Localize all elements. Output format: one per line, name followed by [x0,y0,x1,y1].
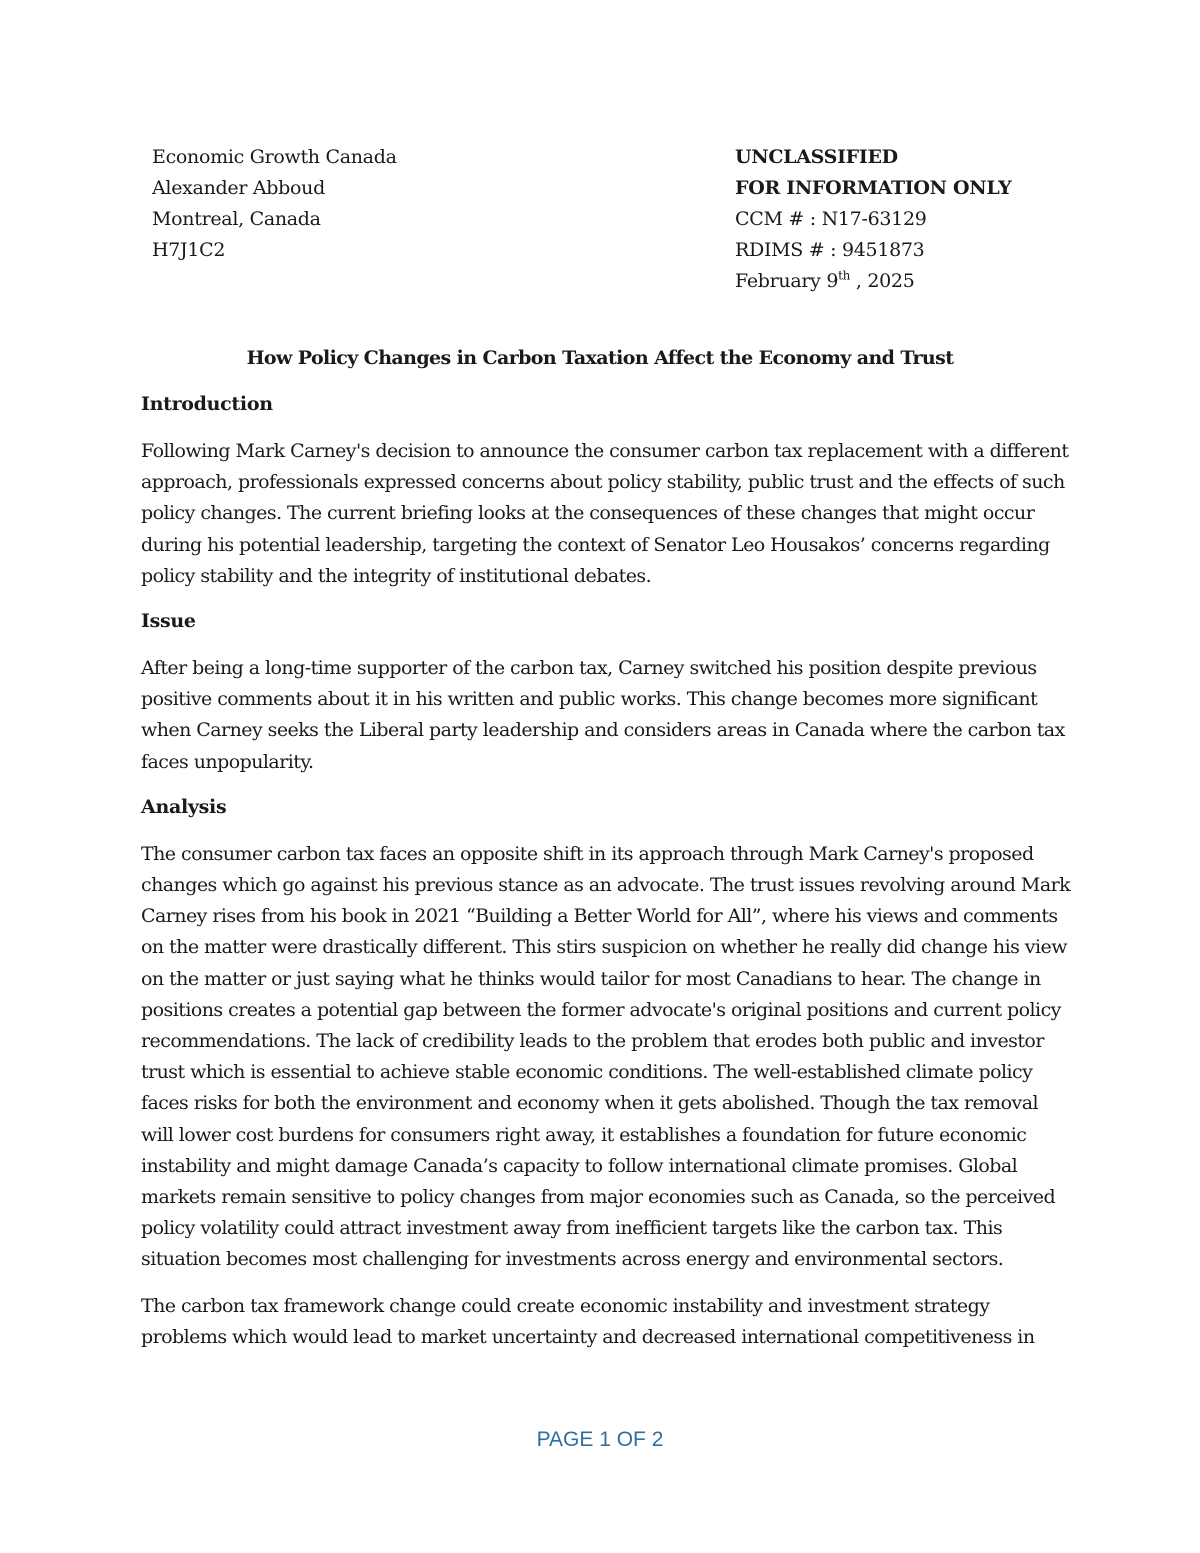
author-name: Alexander Abboud [152,177,325,199]
classification-label: UNCLASSIFIED [735,146,898,168]
document-title: How Policy Changes in Carbon Taxation Affect the Economy and Trust [246,347,954,369]
document-body [141,390,1071,1368]
rdims-number: RDIMS # : 9451873 [735,239,925,261]
document-date [735,266,1011,297]
introduction-paragraph: Following Mark Carney's decision to announce the consumer carbon tax replacement with a different approach, professionals expressed concerns about policy stability, public trust and the effects of such policy changes. The current briefing looks at the consequences of these changes that might occur during his potential leadership, targeting the context of Senator Leo Housakos’ concerns regarding policy stability and the integrity of institutional debates. [141,440,1069,587]
date-ordinal: th [838,268,851,283]
section-heading-introduction: Introduction [141,393,273,415]
postal-code: H7J1C2 [152,239,226,261]
distribution-label: FOR INFORMATION ONLY [735,177,1012,199]
city-country: Montreal, Canada [152,208,321,230]
document-metadata-block [735,142,1011,297]
section-heading-analysis: Analysis [141,795,227,818]
analysis-paragraph-2: The carbon tax framework change could create economic instability and investment strategy problems which would lead to market uncertainty and decreased international competitiveness in [141,1294,1035,1348]
analysis-paragraph-1: The consumer carbon tax faces an opposite shift in its approach through Mark Carney's proposed changes which go against his previous stance as an advocate. The trust issues revolving around Mark Carney rises from his book in 2021 “Building a Better World for All”, where his views and comments on the matter were drastically different. This stirs suspicion on whether he really did change his view on the matter or just saying what he thinks would tailor for most Canadians to hear. The change in positions creates a potential gap between the former advocate's original positions and current policy recommendations. The lack of credibility leads to the problem that erodes both public and investor trust which is essential to achieve stable economic conditions. The well-established climate policy faces risks for both the environment and economy when it gets abolished. Though the tax removal will lower cost burdens for consumers right away, it establishes a foundation for future economic instability and might damage Canada’s capacity to follow international climate promises. Global markets remain sensitive to policy changes from major economies such as Canada, so the perceived policy volatility could attract investment away from inefficient targets like the carbon tax. This situation becomes most challenging for investments across energy and environmental sectors. [141,842,1071,1271]
ccm-number: CCM # : N17-63129 [735,208,927,230]
date-suffix: , 2025 [850,270,915,292]
organization-name: Economic Growth Canada [152,146,397,168]
section-heading-issue: Issue [141,610,196,633]
date-prefix: February 9 [735,270,839,292]
issue-paragraph: After being a long-time supporter of the carbon tax, Carney switched his position despite previous positive comments about it in his written and public works. This change becomes more significant when Carney seeks the Liberal party leadership and considers areas in Canada where the carbon tax faces unpopularity. [141,657,1065,773]
sender-address-block [152,142,397,266]
page-number-footer: PAGE 1 OF 2 [536,1428,664,1451]
